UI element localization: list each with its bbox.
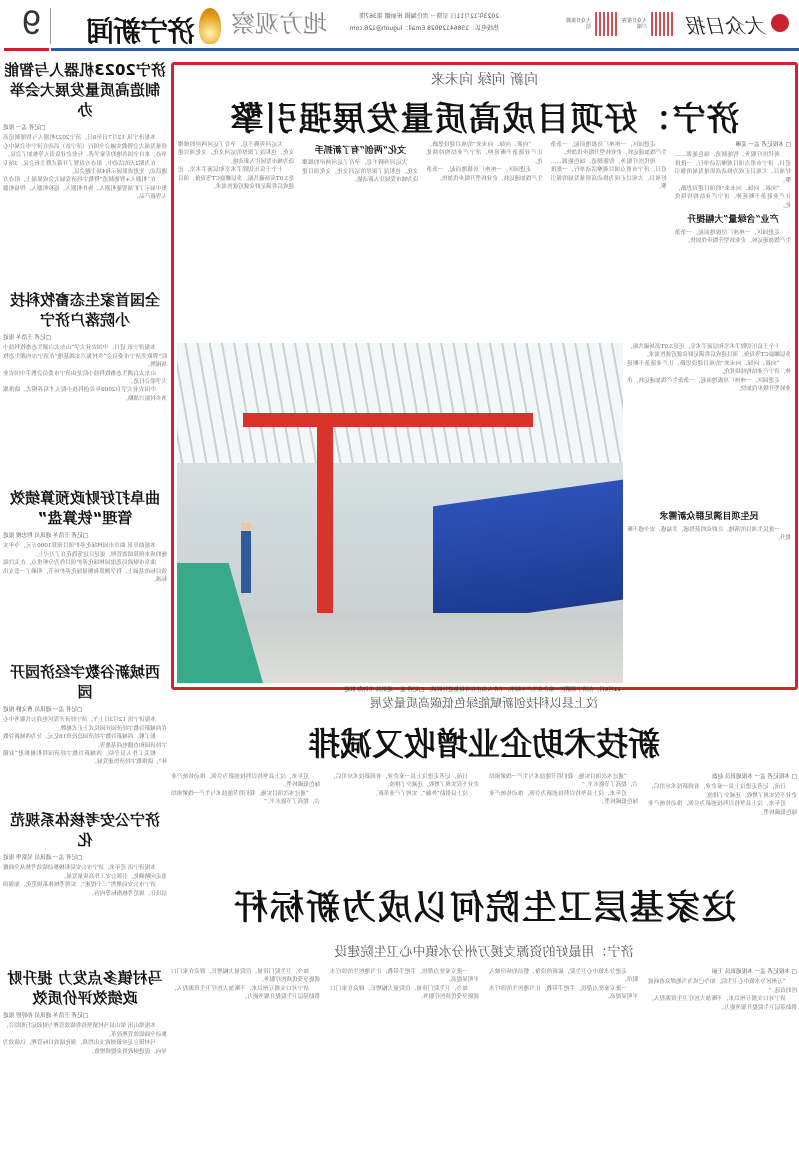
date: 2023年12月11日 星期一 xyxy=(430,13,499,20)
date-line xyxy=(359,12,499,22)
lead-column xyxy=(426,141,542,341)
paragraph: 如今，卫生院门诊量、住院量大幅增长，群众在家门口就能享受优质医疗服务。 xyxy=(330,985,479,1001)
paper-logo-icon xyxy=(771,14,789,32)
article-clinic xyxy=(171,880,797,1165)
gantry-crane-leg xyxy=(317,423,333,633)
byline: □ 本报记者 孟一 本报通讯员 赵磊 xyxy=(711,774,797,780)
lead-column xyxy=(178,141,294,341)
paragraph: 相关工作人员介绍，西城新谷数字经济园将积极推进“双循环”，助推数字经济快速发展。 xyxy=(3,751,167,766)
subhead: 产业“含绿量”大幅提升 xyxy=(687,215,779,226)
lead-column xyxy=(551,141,667,341)
paragraph: 据了解，西城新谷数字经济园总投资18亿元，分为西城新谷数字经济园和直播电商基地等。 xyxy=(3,734,167,749)
editor-line: 责任编辑 崔丽娜 第367期 xyxy=(359,13,429,20)
hotline: 热线电话：15864129028 Email：luguoh@126.com xyxy=(349,25,499,32)
paragraph: 本报济宁讯 12月3日上午，济宁经济开发区电商公共服务中心在西城新谷数字经济园开园仪式上正式揭牌。 xyxy=(3,717,167,732)
subhead: 文化“两创”有了新抓手 xyxy=(314,146,406,156)
article-column xyxy=(171,773,320,873)
byline: □记者 王浩冬 通讯员 程忠俊 报道 xyxy=(3,533,89,539)
paragraph: 济宁对口支援万州以来，不断加大医疗卫生资源投入，帮助基层卫生院提升服务能力。 xyxy=(171,985,320,1001)
paragraph: 走进园区，一座座厂房拔地而起，一条条生产线加速运转，企业转型升级步伐加快。 xyxy=(674,229,791,245)
photo-caption: 11月6日，在济宁高新区一家企业生产车间里，工作人员正在对设备进行调试。 □记者 孟一 通讯员 王钟海 报道 xyxy=(344,687,621,693)
paragraph: 在为期2天的活动中，组办方设置了开幕式暨主旨会议、3场专题活动，先进成果展示和4场主题会议。 xyxy=(3,160,167,176)
article-column xyxy=(330,968,479,1148)
factory-photo xyxy=(177,343,623,683)
sidebar-article xyxy=(3,290,167,480)
paragraph: 现代医疗服务、智能制造、绿色能源……近日，济宁市重点项目观摩活动举行，一批批好项目、大项目正成为推动高质量发展的强引擎。 xyxy=(550,158,667,191)
sidebar-headline: 济宁公安考核体系规范化 xyxy=(10,811,161,849)
paragraph: 马村镇立足乡镇财政支出性质，强化绩效目标管理，以绩效为导向，促进财政资金提质增效。 xyxy=(3,1040,167,1055)
sidebar-headline: 曲阜打好财政预算绩效管理“铁算盘” xyxy=(10,489,161,527)
paragraph: 走进园区，一座座厂房拔地而起，一条条生产线加速运转，企业转型升级步伐加快。 xyxy=(550,142,667,157)
worker xyxy=(241,523,251,593)
lead-article xyxy=(171,62,798,693)
byline: □记者 孟一 通讯员 曹文静 报道 xyxy=(3,707,83,713)
article-kicker: 济宁：用最好的资源支援万州分水镇中心卫生院建设 xyxy=(334,945,634,960)
sidebar-headline: 全国首家生态畜牧科技小院落户济宁 xyxy=(10,291,161,329)
article-column xyxy=(489,968,638,1148)
paragraph: 济宁对口支援万州以来，不断加大医疗卫生资源投入，帮助基层卫生院提升服务能力。 xyxy=(648,996,797,1011)
qr-code-icon[interactable] xyxy=(593,12,617,36)
article-column xyxy=(489,773,638,873)
byline: □ 本报记者 孟一 姜琳 xyxy=(735,142,791,148)
paragraph: 本报济宁讯 12月7日至8日，济宁2023机器人与智能制造高质量发展大会暨数实融合全国行（济宁站）活动在济宁市会展中心举办，来自全国各地的专家学者、行业企业负责人等参加了会议。 xyxy=(3,135,167,159)
divider xyxy=(50,8,51,44)
paragraph: 走进分水镇中心卫生院，崭新的设备、整洁的病房映入眼帘。 xyxy=(489,969,638,984)
article-tech xyxy=(171,694,797,874)
paragraph: “万州区分水镇中心卫生院，如今已成为当地群众看病就医的首选。” xyxy=(648,979,797,994)
paragraph: “通过本次项目实施，我们将节能技术与生产一线紧密结合，提高了节能水平。” xyxy=(489,774,638,789)
paragraph: 本报曲阜讯 曲阜市园林绿化养护项目预算1000万元，今年实施的成本预算绩效管理，更是让这笔钱花在了刀刃上。 xyxy=(3,543,167,558)
roof-truss xyxy=(177,343,623,463)
sidebar-article xyxy=(3,810,167,960)
paragraph: 大运河奔腾不息，孕育了运河两岸的璀璨文化，也积淀了深厚的运河文化，文化项目建设为城市发展注入新动能。 xyxy=(177,142,295,165)
section-title: 济宁新闻 xyxy=(86,15,195,48)
qr-label: 大众日报微信 xyxy=(565,18,591,30)
blue-machine xyxy=(433,480,623,627)
paragraph: 济宁市公安局聚焦“三个提速”，实现考核体系规范化、加强顶层设计、规范考核指标等内容。 xyxy=(3,882,167,897)
paragraph: 一批专家驻点帮扶，手把手带教，让当地医生的诊疗水平明显提高。 xyxy=(489,985,638,1001)
paragraph: 一批民生项目的落地，让群众的获得感、幸福感、安全感不断提升。 xyxy=(627,526,791,542)
byline: □记者 孟一 报道 xyxy=(3,125,46,131)
article-column xyxy=(171,968,320,1148)
byline: □记者 王浩冬 报道 xyxy=(3,335,51,341)
byline: □记者 孟一 通讯员 吴铭华 报道 xyxy=(3,855,83,861)
article-column xyxy=(648,773,797,873)
paragraph: 大运河奔腾不息，孕育了运河两岸的璀璨文化，也积淀了深厚的运河文化，文化项目建设为城市发展注入新动能。 xyxy=(302,160,419,184)
paragraph: 山东太白湖生态畜牧科技小院是由济宁市委员会携手中国农业大学联合打造。 xyxy=(3,370,167,386)
paragraph: 近年来，汶上县坚持以科技创新为引领，推动传统产业绿色低碳转型。 xyxy=(489,790,638,806)
sidebar-article xyxy=(3,488,167,658)
article-kicker: 汶上县以科技创新赋能绿色低碳高质量发展 xyxy=(370,696,599,710)
gantry-crane-beam xyxy=(243,413,533,427)
paragraph: 近年来，汶上县坚持以科技创新为引领，推动传统产业绿色低碳转型。 xyxy=(648,801,797,816)
lead-column xyxy=(675,141,791,341)
paragraph: “通过本次项目实施，我们将节能技术与生产一线紧密结合，提高了节能水平。” xyxy=(171,790,320,806)
qr-label: 大众日报客户端 xyxy=(621,18,647,30)
subhead: 民生项目满足群众新需求 xyxy=(659,512,759,523)
article-headline: 新技术助企业增收又减排 xyxy=(308,725,661,763)
flame-logo-icon xyxy=(199,8,221,44)
byline: □ 本报记者 孟一 本报通讯员 王丽 xyxy=(711,969,797,975)
paragraph: 汶上县借助“外脑”，实现了产业革新。 xyxy=(372,790,468,797)
paragraph: 十个王负压切除手术室和层流手术室，还是3.0T高场磁共振、多层螺旋CT等设备，项目建成后将满足群众就近就医需求。 xyxy=(627,344,791,359)
lead-headline: 济宁：好项目成高质量发展强引擎 xyxy=(229,99,740,138)
paragraph: 十个王负压切除手术室和层流手术室，还是3.0T高场磁共振、多层螺旋CT等设备，项目建成后将满足群众就近就医需求。 xyxy=(177,167,295,191)
paragraph: 一批专家驻点帮扶，手把手带教，让当地医生的诊疗水平明显提高。 xyxy=(330,969,479,984)
paragraph: 本报济宁讯 近年来，济宁市公安局积极推动绩效考核从全面覆盖走向精确化，引领公安工作高质量发展。 xyxy=(3,865,167,880)
sidebar-article xyxy=(3,60,167,285)
section-subtitle: 地方观察 xyxy=(231,10,327,38)
paragraph: 日前，记者走进汶上县一家企业，看到新技术应用后，企业不仅实现了增收，还减少了排放。 xyxy=(648,784,797,799)
sidebar-headline: 西城新谷数字经济园开园 xyxy=(10,663,161,701)
article-column xyxy=(330,773,479,873)
byline: □记者 王浩冬 通讯员 孙婷婷 报道 xyxy=(3,1013,89,1019)
paragraph: 走进园区，一座座厂房拔地而起，一条条生产线加速运转，企业转型升级步伐加快。 xyxy=(426,167,543,182)
paragraph: “向新、向绿、向未来”的项目建设思路，让产业链条不断延伸，济宁产业结构持续优化。 xyxy=(426,142,543,165)
paragraph: 如今，卫生院门诊量、住院量大幅增长，群众在家门口就能享受优质医疗服务。 xyxy=(171,969,320,984)
paragraph: 日前，记者走进汶上县一家企业，看到新技术应用后，企业不仅实现了增收，还减少了排放。 xyxy=(330,774,479,789)
paragraph: 近年来，汶上县坚持以科技创新为引领，推动传统产业绿色低碳转型。 xyxy=(171,774,320,789)
paragraph: 中国农业大学自2009年首创科技小院人才培养模式，助推服务乡村振兴战略。 xyxy=(3,387,167,402)
article-column xyxy=(648,968,797,1148)
header-rule-accent xyxy=(4,48,49,51)
sidebar-headline: 马村镇多点发力 提升财政绩效评价质效 xyxy=(7,969,163,1007)
sidebar-headline: 济宁2023机器人与智能制造高质量发展大会举办 xyxy=(4,61,166,119)
lead-column xyxy=(302,141,418,341)
paragraph: 现代医疗服务、智能制造、绿色能源……近日，济宁市重点项目观摩活动举行，一批批好项目、大项目正成为推动高质量发展的强引擎。 xyxy=(674,152,791,184)
qr-code-icon[interactable] xyxy=(649,12,673,36)
paragraph: 走进园区，一座座厂房拔地而起，一条条生产线加速运转，企业转型升级步伐加快。 xyxy=(627,377,791,393)
sidebar-article xyxy=(3,662,167,802)
paragraph: 本报梁山讯 梁山县马村镇坚持将绩效管理与财政运行相结合，推动全面绩效管理改革。 xyxy=(3,1023,167,1038)
paragraph: 曲阜市财政局选取园林绿化养护项目作为分析重点，在关注绩效目标的基础上，科学测算和衡量绿化养护环节，明确了一套支出标准。 xyxy=(3,560,167,584)
sidebar-article xyxy=(3,968,167,1163)
paragraph: “向新、向绿、向未来”的项目建设思路，让产业链条不断延伸，济宁产业结构持续优化。 xyxy=(674,186,791,209)
header-rule xyxy=(51,48,799,51)
paragraph: 在“机器人+智能制造”暨数字经济发展大会成果展上，组办方集中展示了扩展智能机器人、协作机器人、巡检机器人、焊接机器人等新产品。 xyxy=(3,177,167,201)
paragraph: “向新、向绿、向未来”的项目建设思路，让产业链条不断延伸，济宁产业结构持续优化。 xyxy=(627,360,791,376)
masthead xyxy=(0,0,799,56)
lead-column xyxy=(627,343,791,673)
paper-logo: 大众日报 xyxy=(687,14,767,38)
lead-kicker: 向新 向绿 向未来 xyxy=(431,72,538,88)
paragraph: 本报济宁讯 近日，中国农业大学“山东太白湖生态畜牧科技小院”暨欧美济宁市委员会“乡村振兴实践基地”在济宁市内湖生态牧场揭牌。 xyxy=(3,345,167,369)
page-number: 9 xyxy=(22,4,41,42)
article-headline: 这家基层卫生院何以成为新标杆 xyxy=(232,888,736,928)
